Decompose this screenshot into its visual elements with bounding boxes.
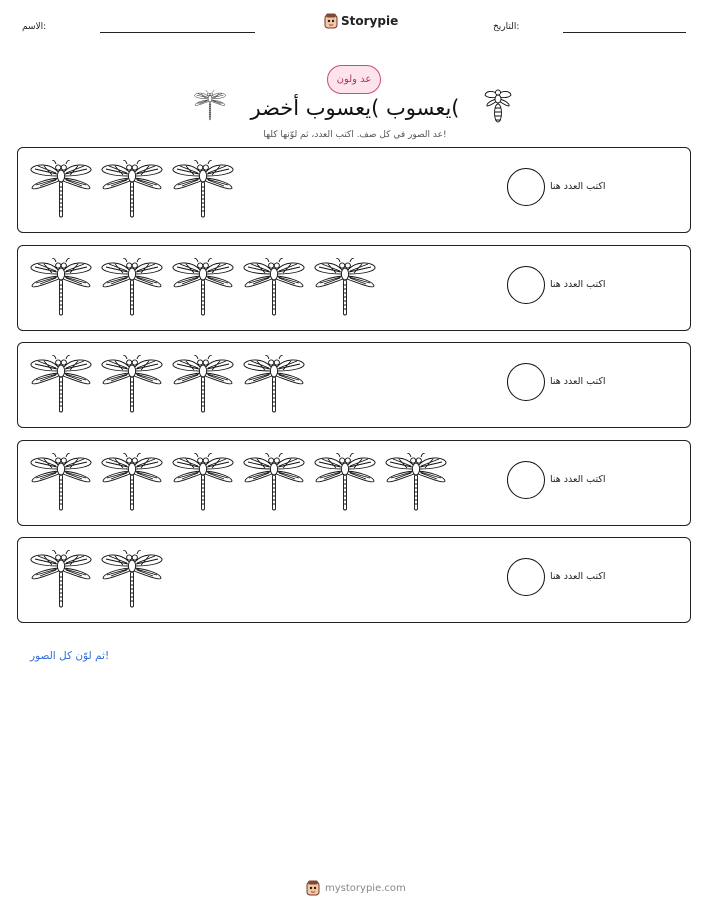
counting-row — [17, 537, 691, 623]
dragonfly-picture — [172, 258, 234, 318]
answer-circle[interactable] — [507, 168, 545, 206]
answer-prompt: اكتب العدد هنا — [550, 376, 606, 387]
bug-icon — [484, 88, 512, 124]
dragonfly-group — [30, 453, 447, 513]
name-field-line[interactable] — [100, 32, 255, 33]
dragonfly-group — [30, 160, 234, 220]
dragonfly-group — [30, 550, 163, 610]
footer-site: mystorypie.com — [325, 882, 406, 894]
name-label: الاسم: — [22, 22, 47, 32]
date-field-line[interactable] — [563, 32, 686, 33]
answer-circle[interactable] — [507, 461, 545, 499]
counting-row — [17, 245, 691, 331]
closing-note: ثم لوّن كل الصور! — [30, 650, 110, 662]
dragonfly-picture — [101, 258, 163, 318]
brand-logo — [324, 13, 398, 29]
dragonfly-picture — [30, 453, 92, 513]
answer-circle[interactable] — [507, 266, 545, 304]
storypie-mascot-icon — [324, 13, 338, 29]
answer-prompt: اكتب العدد هنا — [550, 181, 606, 192]
dragonfly-picture — [101, 160, 163, 220]
answer-circle[interactable] — [507, 558, 545, 596]
dragonfly-picture — [172, 160, 234, 220]
dragonfly-picture — [30, 160, 92, 220]
dragonfly-picture — [243, 258, 305, 318]
dragonfly-picture — [30, 550, 92, 610]
counting-row — [17, 147, 691, 233]
counting-row — [17, 440, 691, 526]
brand-name: Storypie — [341, 14, 399, 28]
dragonfly-picture — [101, 355, 163, 415]
dragonfly-group — [30, 355, 305, 415]
dragonfly-picture — [101, 453, 163, 513]
date-label: التاريخ: — [493, 22, 520, 32]
dragonfly-picture — [314, 453, 376, 513]
dragonfly-picture — [172, 453, 234, 513]
dragonfly-picture — [172, 355, 234, 415]
dragonfly-picture — [101, 550, 163, 610]
dragonfly-picture — [314, 258, 376, 318]
counting-row — [17, 342, 691, 428]
dragonfly-picture — [385, 453, 447, 513]
dragonfly-picture — [243, 355, 305, 415]
dragonfly-icon — [194, 90, 226, 122]
answer-prompt: اكتب العدد هنا — [550, 474, 606, 485]
instructions: عد الصور في كل صف. اكتب العدد، ثم لوّنها كلها! — [263, 130, 447, 140]
dragonfly-picture — [30, 355, 92, 415]
answer-circle[interactable] — [507, 363, 545, 401]
answer-prompt: اكتب العدد هنا — [550, 571, 606, 582]
worksheet-title: يعسوب )يعسوب أخضر( — [250, 96, 460, 120]
dragonfly-picture — [30, 258, 92, 318]
storypie-mascot-icon — [306, 880, 320, 896]
answer-prompt: اكتب العدد هنا — [550, 279, 606, 290]
dragonfly-group — [30, 258, 376, 318]
activity-tag: عد ولون — [327, 65, 381, 94]
footer — [306, 880, 406, 896]
dragonfly-picture — [243, 453, 305, 513]
